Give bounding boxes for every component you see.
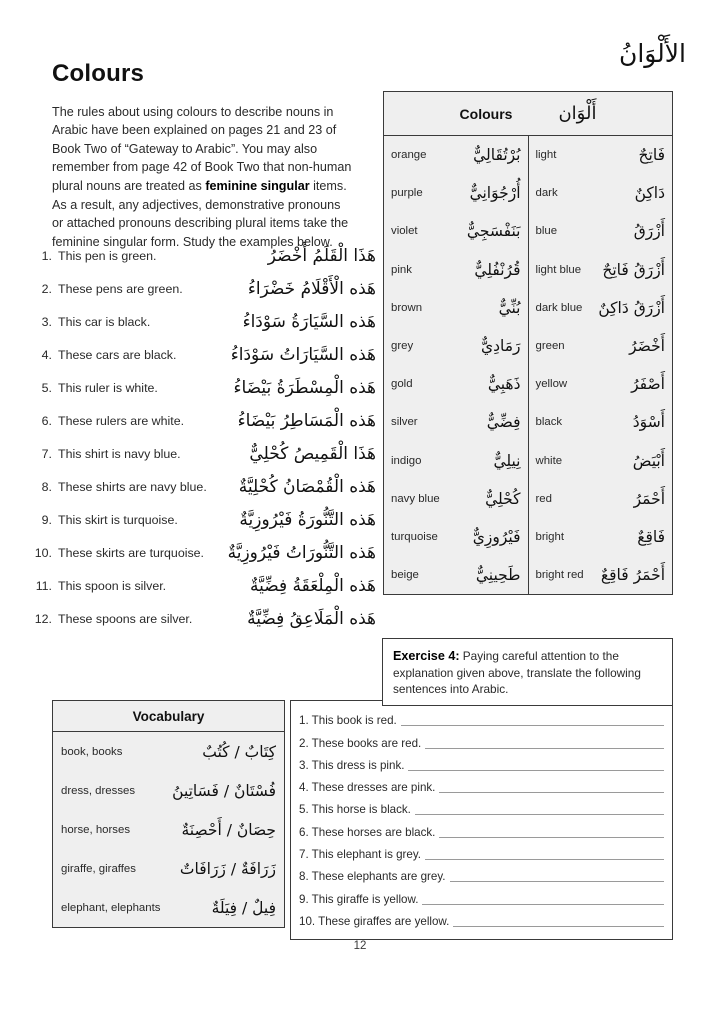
colour-arabic: قُرُنْفُلِيٌّ [474,260,521,279]
exercise-answer-line[interactable] [408,770,664,771]
vocabulary-row [53,888,284,927]
colour-arabic: دَاكِنٌ [634,184,665,203]
colour-english: green [535,340,565,353]
vocabulary-english: horse, horses [61,823,131,836]
colours-table-body [384,136,672,594]
exercise-question-text: 1. This book is red. [299,714,397,728]
example-arabic: هَذَا الْقَلَمُ أَخْضَرُ [267,246,376,266]
vocabulary-english: dress, dresses [61,784,136,797]
exercise-question-row [299,775,664,797]
colour-row [384,556,528,594]
exercise-question-list [299,708,664,931]
exercise-answer-line[interactable] [415,814,664,815]
colour-arabic: فِضِّيٌّ [486,413,521,432]
colour-row [384,174,528,212]
colour-english: navy blue [391,492,440,505]
example-number: 5. [41,381,52,395]
exercise-question-text: 2. These books are red. [299,736,422,750]
colour-english: dark blue [535,301,583,314]
colour-arabic: أَزْرَقُ [633,222,665,241]
colour-arabic: فَاتِحٌ [638,146,665,165]
example-english: This pen is green. [58,249,157,263]
colour-arabic: أَخْضَرُ [629,337,665,356]
colour-english: gold [391,378,413,391]
exercise-question-row [299,819,664,841]
exercise-question-text: 5. This horse is black. [299,803,411,817]
exercise-answer-line[interactable] [453,926,664,927]
vocabulary-english: elephant, elephants [61,901,161,914]
exercise-answer-line[interactable] [425,748,664,749]
colour-arabic: أُرْجُوَانِيٌّ [469,184,521,203]
example-arabic: هَذه الْمِسْطَرَةُ بَيْضَاءُ [233,378,376,398]
vocabulary-arabic: كِتَابٌ / كُتُبٌ [202,742,276,761]
colour-english: purple [391,187,423,200]
example-row [28,276,376,309]
arabic-page-title: الأَلْوَانُ [618,39,686,68]
exercise-instruction-text [393,648,662,698]
exercise-question-row [299,797,664,819]
colour-row [529,480,673,518]
example-row [28,474,376,507]
example-arabic: هَذه الْأَقْلَامُ خَضْرَاءُ [247,279,376,299]
colour-arabic: أَصْفَرُ [631,375,665,394]
exercise-answer-line[interactable] [422,904,664,905]
exercise-question-text: 8. These elephants are grey. [299,870,446,884]
colour-row [529,136,673,174]
colour-english: light [535,149,557,162]
example-row [28,342,376,375]
colour-arabic: بُنِّيٌّ [498,298,521,317]
colours-table [383,91,673,595]
example-english: This car is black. [58,315,151,329]
example-row [28,375,376,408]
example-number: 11. [35,579,52,593]
example-arabic: هَذَا الْقَمِيصُ كُحْلِيٌّ [249,444,376,464]
example-arabic: هَذه السَّيَارَاتُ سَوْدَاءُ [230,345,376,365]
exercise-question-row [299,909,664,931]
vocabulary-english: book, books [61,745,123,758]
vocabulary-arabic: حِصَانٌ / أَحْصِنَةٌ [181,820,276,839]
colour-arabic: طَحِينِيٌّ [475,566,521,585]
example-row [28,441,376,474]
colours-header-arabic: أَلْوَان [558,103,597,124]
exercise-question-text: 7. This elephant is grey. [299,848,422,862]
example-number: 8. [41,480,52,494]
example-row [28,606,376,639]
colour-row [529,403,673,441]
intro-text-part1: The rules about using colours to describe nouns in Arabic have been explained on pages 21 and 23 of Book Two of “Gateway to Arabic”. You may also remember from page 42 of Book Two that non-human plural nouns are treated as [52,104,352,193]
colour-english: indigo [391,454,422,467]
colour-arabic: نِيلِيٌّ [493,451,521,470]
colour-row [529,174,673,212]
example-number: 4. [41,348,52,362]
exercise-question-text: 10. These giraffes are yellow. [299,914,450,928]
exercise-answer-line[interactable] [401,725,664,726]
colour-row [529,327,673,365]
vocabulary-row [53,732,284,771]
colour-arabic: أَزْرَقُ فَاتِحٌ [602,260,665,279]
example-number: 1. [41,249,52,263]
vocabulary-rows [53,732,284,927]
exercise-instruction-box [382,638,673,706]
colour-row [384,480,528,518]
exercise-answer-line[interactable] [439,792,664,793]
colour-row [529,442,673,480]
example-english: These spoons are silver. [58,612,193,626]
colour-row [529,289,673,327]
vocabulary-row [53,810,284,849]
example-row [28,408,376,441]
colours-table-header [384,92,672,136]
example-english: These rulers are white. [58,414,185,428]
colour-english: violet [391,225,418,238]
example-english: This spoon is silver. [58,579,167,593]
colour-english: yellow [535,378,568,391]
exercise-answer-line[interactable] [450,881,664,882]
exercise-answers-box [290,700,673,940]
colour-row [529,556,673,594]
exercise-question-text: 6. These horses are black. [299,825,436,839]
example-english: These shirts are navy blue. [58,480,207,494]
colour-row [384,212,528,250]
example-number: 9. [41,513,52,527]
colour-arabic: رَمَادِيٌّ [480,337,521,356]
example-row [28,573,376,606]
colour-arabic: أَبْيَضُ [632,451,665,470]
exercise-question-row [299,864,664,886]
colour-arabic: أَحْمَرُ [633,489,665,508]
vocabulary-row [53,771,284,810]
colour-english: black [535,416,563,429]
exercise-question-row [299,753,664,775]
exercise-answer-line[interactable] [425,859,664,860]
colour-english: blue [535,225,558,238]
example-number: 3. [41,315,52,329]
colour-english: dark [535,187,558,200]
colour-english: white [535,454,563,467]
vocabulary-row [53,849,284,888]
colour-arabic: ذَهَبِيٌّ [487,375,521,394]
example-number: 12. [34,612,52,626]
example-number: 10. [34,546,52,560]
example-row [28,243,376,276]
colour-arabic: أَحْمَرُ فَاقِعٌ [600,566,665,585]
colour-row [384,251,528,289]
example-english: These pens are green. [58,282,183,296]
colour-english: pink [391,263,412,276]
example-number: 6. [41,414,52,428]
colour-english: brown [391,301,423,314]
colour-arabic: فَيْرُوزِيٌّ [472,527,521,546]
colour-english: light blue [535,263,582,276]
colour-arabic: بَنَفْسَجِيٌّ [466,222,521,241]
colour-english: red [535,492,552,505]
colour-arabic: فَاقِعٌ [637,527,665,546]
example-english: These cars are black. [58,348,177,362]
colour-english: silver [391,416,418,429]
intro-emphasis: feminine singular [205,178,310,193]
exercise-question-text: 3. This dress is pink. [299,758,405,772]
vocabulary-header: Vocabulary [53,701,284,732]
exercise-question-row [299,842,664,864]
example-arabic: هَذه التَّنُّورَةُ فَيْرُوزِيَّةٌ [239,510,376,530]
example-arabic: هَذه السَّيَارَةُ سَوْدَاءُ [242,312,376,332]
colour-row [529,518,673,556]
colour-row [384,136,528,174]
vocabulary-box [52,700,285,928]
exercise-question-row [299,730,664,752]
example-number: 7. [41,447,52,461]
example-arabic: هَذه التَّنُّورَاتُ فَيْرُوزِيَّةٌ [227,543,376,563]
colour-arabic: كُحْلِيٌّ [485,489,521,508]
example-english: These skirts are turquoise. [58,546,204,560]
example-row [28,507,376,540]
exercise-answer-line[interactable] [439,837,664,838]
example-row [28,309,376,342]
example-number: 2. [41,282,52,296]
example-arabic: هَذه الْمَسَاطِرُ بَيْضَاءُ [237,411,376,431]
vocabulary-arabic: فُسْتَانٌ / فَسَاتِينُ [172,781,276,800]
example-english: This skirt is turquoise. [58,513,178,527]
colour-row [529,212,673,250]
exercise-label: Exercise 4: [393,649,460,663]
colour-row [384,289,528,327]
colour-row [384,518,528,556]
colour-english: beige [391,569,419,582]
colour-english: bright red [535,569,584,582]
intro-paragraph [52,103,352,252]
exercise-question-text: 4. These dresses are pink. [299,781,436,795]
exercise-question-row [299,708,664,730]
example-arabic: هَذه الْقُمْصَانُ كُحْلِيَّةٌ [238,477,376,497]
page-number: 12 [353,940,367,952]
colour-english: turquoise [391,530,438,543]
example-english: This shirt is navy blue. [58,447,181,461]
example-arabic: هَذه الْمِلْعَقَةُ فِضِّيَّةٌ [250,576,376,596]
exercise-instruction: Paying careful attention to the explanation given above, translate the following sentences into Arabic. [393,649,641,696]
colour-english: grey [391,340,414,353]
example-english: This ruler is white. [58,381,158,395]
vocabulary-english: giraffe, giraffes [61,862,136,875]
exercise-question-row [299,886,664,908]
colour-row [384,403,528,441]
colour-arabic: أَزْرَقُ دَاكِنٌ [598,298,665,317]
colour-english: bright [535,530,564,543]
colours-left-column [384,136,529,594]
vocabulary-arabic: زَرَافَةٌ / زَرَافَاتٌ [179,859,276,878]
colour-arabic: أَسْوَدُ [632,413,665,432]
vocabulary-arabic: فِيلٌ / فِيَلَةٌ [211,898,276,917]
colour-row [529,251,673,289]
example-arabic: هَذه الْمَلَاعِقُ فِضِّيَّةٌ [247,609,376,629]
example-row [28,540,376,573]
examples-list [28,243,376,639]
colour-english: orange [391,149,427,162]
colour-arabic: بُرْتُقَالِيٌّ [473,146,521,165]
colour-row [384,327,528,365]
intro-text-part2: items. As a result, any adjectives, demonstrative pronouns or attached pronouns describing plural items take the feminine singular form. Study the examples below. [52,178,349,249]
colours-right-column [529,136,673,594]
colour-row [384,442,528,480]
exercise-question-text: 9. This giraffe is yellow. [299,892,419,906]
page-title: Colours [52,60,145,88]
colour-row [384,365,528,403]
colour-row [529,365,673,403]
colours-header-english: Colours [459,105,513,122]
